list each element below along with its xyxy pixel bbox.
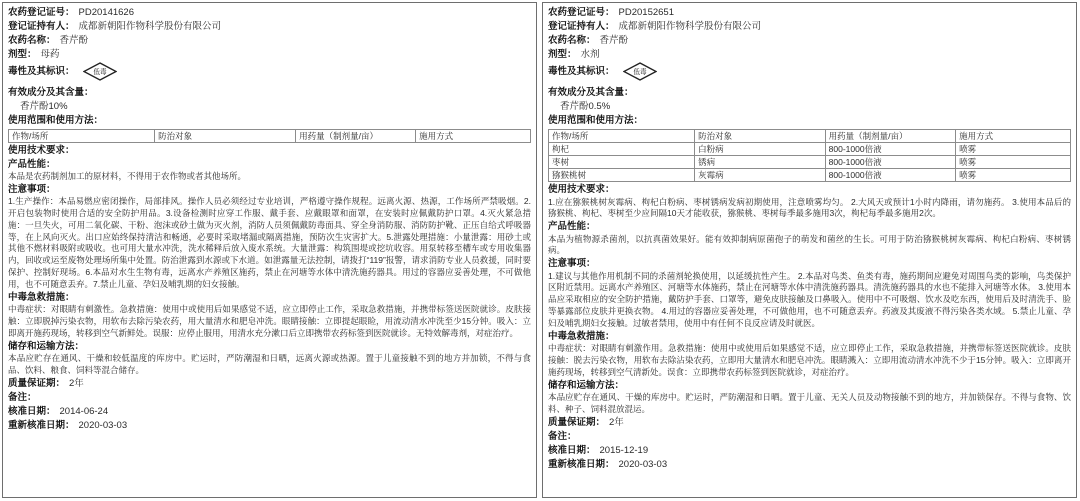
tech-requirements-heading: 使用技术要求： [548,184,615,195]
warranty-value: 2年 [69,377,84,389]
usage-table-row [549,169,1071,182]
tech-requirements-text: 1.应在猕猴桃树灰霉病、枸杞白粉病、枣树锈病发病初期使用，注意喷雾均匀。 2.大风天或预计1小时内降雨，请勿施药。 3.使用本品后的猕猴桃、枸杞、枣树至少应间隔10天才能收获，猕猴桃、枣树每季最多施用3次，枸杞每季最多施用2次。 [548,196,1071,219]
first-aid-text: 中毒症状：对眼睛有刺激作用。急救措施：使用中或使用后如果感觉不适，应立即停止工作，采取急救措施，并携带标签送医院就诊。皮肤接触：脱去污染衣物，用软布去除沾染农药，立即用大量清水和肥皂冲洗。眼睛溅入：立即用流动清水冲洗不少于15分钟。吸入：立即离开施药现场，转移到空气清新处。误食：立即携带农药标签到医院就诊，对症治疗。 [548,343,1071,377]
pesticide-registration-card-right [542,2,1077,498]
toxicity-badge-text: 低毒 [92,68,107,76]
approval-date-value: 2014-06-24 [59,405,109,417]
holder-value: 成都新朝阳作物科学股份有限公司 [618,21,762,32]
registration-number-label: 农药登记证号： [548,7,615,18]
cell-crop: 枸杞 [549,143,695,156]
cell-method: 喷雾 [956,169,1071,182]
ingredient-label: 有效成分及其含量： [548,87,634,98]
toxicity-label: 毒性及其标识： [8,65,75,77]
formulation-field [8,48,531,62]
precautions-heading: 注意事项： [548,258,596,270]
reapproval-date-field [548,458,1071,472]
holder-field [548,20,1071,34]
storage-heading: 储存和运输方法： [548,379,625,391]
ingredient-value-line [8,100,531,114]
first-aid-text: 中毒症状：对眼睛有刺激性。急救措施：使用中或使用后如果感觉不适，应立即停止工作，采取急救措施，并携带标签送医院就诊。皮肤接触：立即脱掉污染衣物，用软布去除污染农药，用大量清水和肥皂冲洗。眼睛接触：立即提起眼睑，用流动清水冲洗至少15分钟。吸入：立即离开施药现场，转移到空气新鲜处。误服：应停止服用，用清水充分漱口后立即携带农药标签到医院就诊。无特效解毒剂，对症治疗。 [8,304,531,338]
pesticide-name-label: 农药名称： [8,35,56,46]
reapproval-date-field [8,419,531,433]
reapproval-date-value: 2020-03-03 [78,419,128,431]
formulation-label: 剂型： [8,49,37,60]
registration-number-field [8,6,531,20]
col-crop: 作物/场所 [549,130,695,143]
usage-table-header-row [549,130,1071,143]
cell-target: 灰霉病 [695,169,826,182]
holder-label: 登记证持有人： [8,21,75,32]
warranty-field [548,416,1071,430]
col-target: 防治对象 [695,130,826,143]
first-aid-heading: 中毒急救措施： [8,291,75,303]
warranty-field [8,377,531,391]
pesticide-name-field [548,34,1071,48]
usage-table [548,129,1071,182]
storage-heading: 储存和运输方法： [8,340,85,352]
cell-target: 白粉病 [695,143,826,156]
remark-field [8,391,531,405]
col-target: 防治对象 [155,130,296,143]
usage-table-row [549,156,1071,169]
cell-dosage: 800-1000倍液 [825,156,956,169]
usage-table [8,129,531,143]
pesticide-name-field [8,34,531,48]
ingredient-value: 香芹酚0.5% [560,101,611,112]
cell-crop: 枣树 [549,156,695,169]
storage-text: 本品应贮存在通风、干燥和较低温度的库房中。贮运时，严防潮湿和日晒，远离火源或热源。置于儿童接触不到的地方并加锁，不得与食品、饮料、粮食、饲料等混合储存。 [8,353,531,375]
remark-field [548,430,1071,444]
approval-date-field [548,444,1071,458]
cell-crop: 猕猴桃树 [549,169,695,182]
product-performance-heading: 产品性能： [548,221,596,233]
col-dosage: 用药量（制剂量/亩） [296,130,416,143]
ingredient-label: 有效成分及其含量： [8,87,94,98]
product-performance-heading: 产品性能： [8,158,56,170]
ingredient-value: 香芹酚10% [20,101,68,112]
holder-label: 登记证持有人： [548,21,615,32]
precautions-text: 1.生产操作：本品易燃应密闭操作，局部排风。操作人员必须经过专业培训，严格遵守操作规程。远离火源、热源，工作场所严禁吸烟。2.开启包装物时使用合适的安全防护用品。3.设备检测时应穿工作服、戴手套、应戴眼罩和面罩，在安装时应佩戴防护口罩。4.灭火紧急措施：一旦失火，可用二氧化碳、干粉、泡沫或砂土做为灭火剂，消防人员须佩戴防毒面具、穿全身消防服、消防防护靴、正压自给式呼吸器等，在上风向灭火。出口应始终保持清洁和畅通，必要时采取堵漏或隔离措施，预防次生灾害扩大。5.泄露处理措施：小量泄露：用砂土或其他不燃材料吸附或吸收。也可用大量水冲洗，洗水稀释后放入废水系统。大量泄露：构筑围堤或挖坑收容。用泵转移至槽车或专用收集器内，回收或运至废物处理场所集中处置。防治泄露到水源或下水道。如泄露量无法控制，请拨打“119”报警，请求消防专业人员救援，同时要保护、控制好现场。6.本品对水生生物有毒，远离水产养殖区施药，禁止在河塘等水体中清洗施药器具。用过的容器应妥善处理，不可做他用，也不可随意丢弃。7.禁止儿童、孕妇及哺乳期的妇女接触。 [8,196,531,289]
holder-value: 成都新朝阳作物科学股份有限公司 [78,21,222,32]
col-dosage: 用药量（制剂量/亩） [825,130,956,143]
approval-date-value: 2015-12-19 [599,444,649,456]
reapproval-date-label: 重新核准日期： [548,458,615,470]
usage-table-row [549,143,1071,156]
cell-method: 喷雾 [956,156,1071,169]
reapproval-date-value: 2020-03-03 [618,458,668,470]
approval-date-label: 核准日期： [548,444,596,456]
ingredient-field [8,86,531,100]
low-toxicity-diamond-icon [83,62,117,81]
tech-requirements-heading: 使用技术要求： [8,145,75,156]
ingredient-value-line [548,100,1071,114]
usage-table-header-row [9,130,531,143]
product-performance-text: 本品是农药制剂加工的原材料，不得用于农作物或者其他场所。 [8,171,247,181]
storage-text: 本品应贮存在通风、干燥的库房中。贮运时，严防潮湿和日晒。置于儿童、无关人员及动物接触不到的地方，并加锁保存。不得与食物、饮料、种子、饲料混放混运。 [548,392,1071,414]
pesticide-name-value: 香芹酚 [599,35,629,46]
registration-number-field [548,6,1071,20]
usage-scope-heading: 使用范围和使用方法： [8,115,104,126]
formulation-value: 母药 [40,49,60,60]
precautions-text: 1.建议与其他作用机制不同的杀菌剂轮换使用，以延缓抗性产生。 2.本品对鸟类、鱼类有毒，施药期间应避免对周围鸟类的影响，鸟类保护区附近禁用。远离水产养殖区、河塘等水体施药，禁止在河塘等水体中清洗施药器具。清洗施药器具的水也不能排入河塘等水体。 3.使用本品应采取相应的安全防护措施，戴防护手套、口罩等，避免皮肤接触及口鼻吸入。使用中不可吸烟、饮水及吃东西，使用后及时清洗手、脸等暴露部位皮肤并更换衣物。 4.用过的容器应妥善处理，不可做他用，也不可随意丢弃。药液及其废液不得污染各类水域。 5.禁止儿童、孕妇及哺乳期妇女接触。过敏者禁用，使用中有任何不良反应请及时就医。 [548,270,1071,328]
usage-scope-heading: 使用范围和使用方法： [548,115,644,126]
approval-date-label: 核准日期： [8,405,56,417]
toxicity-field [548,62,1071,81]
warranty-label: 质量保证期： [548,416,606,428]
first-aid-heading: 中毒急救措施： [548,330,615,342]
toxicity-field [8,62,531,81]
ingredient-field [548,86,1071,100]
toxicity-label: 毒性及其标识： [548,65,615,77]
reapproval-date-label: 重新核准日期： [8,419,75,431]
low-toxicity-diamond-icon [623,62,657,81]
holder-field [8,20,531,34]
col-method: 施用方式 [416,130,531,143]
remark-label: 备注： [8,391,37,403]
remark-label: 备注： [548,430,577,442]
cell-dosage: 800-1000倍液 [825,169,956,182]
precautions-heading: 注意事项： [8,183,56,195]
col-method: 施用方式 [956,130,1071,143]
cell-method: 喷雾 [956,143,1071,156]
registration-number-value: PD20152651 [618,7,674,18]
formulation-label: 剂型： [548,49,577,60]
toxicity-badge-text: 低毒 [632,68,647,76]
registration-number-value: PD20141626 [78,7,134,18]
pesticide-name-label: 农药名称： [548,35,596,46]
warranty-value: 2年 [609,416,624,428]
cell-dosage: 800-1000倍液 [825,143,956,156]
pesticide-name-value: 香芹酚 [59,35,89,46]
cell-target: 锈病 [695,156,826,169]
registration-number-label: 农药登记证号： [8,7,75,18]
formulation-field [548,48,1071,62]
approval-date-field [8,405,531,419]
col-crop: 作物/场所 [9,130,155,143]
pesticide-registration-card-left [2,2,537,498]
formulation-value: 水剂 [580,49,600,60]
warranty-label: 质量保证期： [8,377,66,389]
product-performance-text: 本品为植物源杀菌剂，以抗真菌效果好。能有效抑制病原菌孢子的萌发和菌丝的生长。可用于防治猕猴桃树灰霉病、枸杞白粉病、枣树锈病。 [548,233,1071,256]
